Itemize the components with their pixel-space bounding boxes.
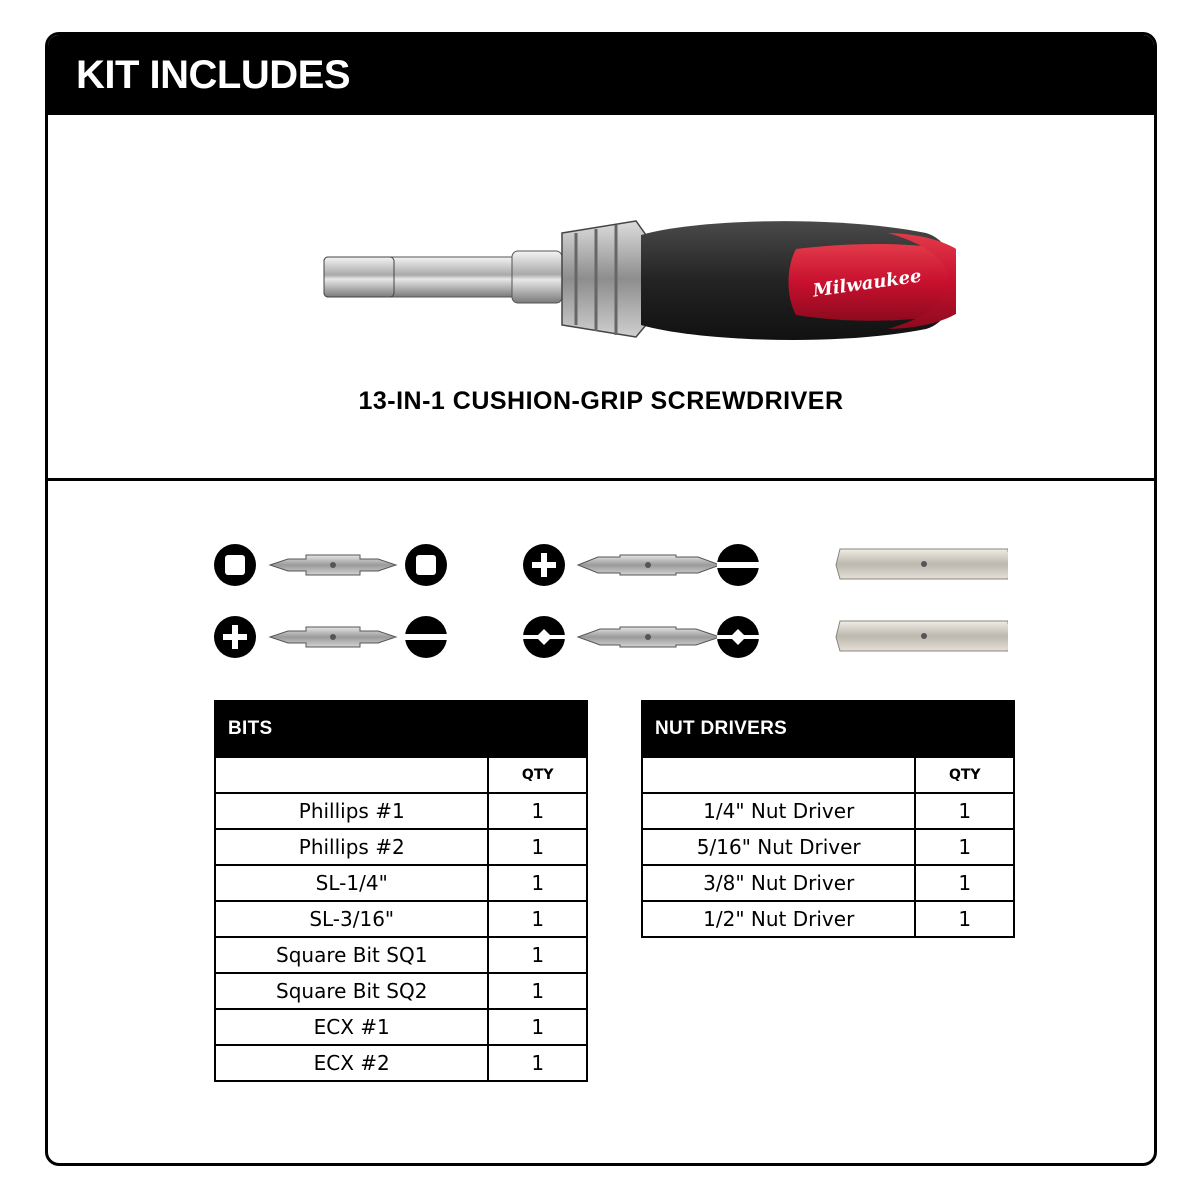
- bit-name: Square Bit SQ1: [215, 937, 488, 973]
- square-tip-icon: [405, 544, 447, 586]
- card-title: KIT INCLUDES: [76, 53, 350, 97]
- bits-table: [214, 700, 588, 1082]
- bits-illustration: [208, 535, 1008, 665]
- hex-nut-bit: [836, 621, 1008, 651]
- bits-name-header: [215, 757, 488, 793]
- table-row: [215, 793, 587, 829]
- table-row: [642, 901, 1014, 937]
- nut-qty: 1: [915, 901, 1014, 937]
- nut-name-header: [642, 757, 915, 793]
- bit-qty: 1: [488, 865, 587, 901]
- card-header: [48, 35, 1154, 115]
- slotted-tip-icon: [717, 544, 759, 586]
- nut-qty-header: QTY: [915, 757, 1014, 793]
- ecx-tip-icon: [523, 616, 565, 658]
- bit-qty: 1: [488, 973, 587, 1009]
- bit-name: ECX #1: [215, 1009, 488, 1045]
- nut-name: 1/2" Nut Driver: [642, 901, 915, 937]
- table-row: [215, 937, 587, 973]
- product-caption: 13-IN-1 CUSHION-GRIP SCREWDRIVER: [358, 387, 844, 415]
- bit-name: Phillips #1: [215, 793, 488, 829]
- bit-name: Square Bit SQ2: [215, 973, 488, 1009]
- table-row: [215, 973, 587, 1009]
- screwdriver-image: [276, 205, 956, 355]
- bit-qty: 1: [488, 1009, 587, 1045]
- table-row: [642, 865, 1014, 901]
- bit-qty: 1: [488, 793, 587, 829]
- nut-table-title: NUT DRIVERS: [642, 701, 1014, 757]
- bits-qty-header: QTY: [488, 757, 587, 793]
- hex-nut-bit: [836, 549, 1008, 579]
- table-row: [215, 901, 587, 937]
- brand-logo: Milwaukee: [811, 265, 923, 302]
- slotted-tip-icon: [405, 616, 447, 658]
- nut-drivers-table: [641, 700, 1015, 938]
- nut-name: 1/4" Nut Driver: [642, 793, 915, 829]
- nut-qty: 1: [915, 829, 1014, 865]
- nut-qty: 1: [915, 793, 1014, 829]
- table-row: [642, 793, 1014, 829]
- table-row: [215, 1009, 587, 1045]
- nut-name: 5/16" Nut Driver: [642, 829, 915, 865]
- phillips-tip-icon: [214, 616, 256, 658]
- bit-qty: 1: [488, 1045, 587, 1081]
- bit-name: ECX #2: [215, 1045, 488, 1081]
- kit-includes-card: [45, 32, 1157, 1166]
- double-bit-phillips-slotted: [578, 555, 720, 575]
- table-row: [215, 829, 587, 865]
- ecx-tip-icon: [717, 616, 759, 658]
- double-bit-square: [270, 555, 396, 575]
- nut-name: 3/8" Nut Driver: [642, 865, 915, 901]
- bit-qty: 1: [488, 829, 587, 865]
- bit-name: SL-1/4": [215, 865, 488, 901]
- section-divider: [48, 478, 1154, 481]
- bit-qty: 1: [488, 937, 587, 973]
- square-tip-icon: [214, 544, 256, 586]
- double-bit-phillips: [270, 627, 396, 647]
- phillips-tip-icon: [523, 544, 565, 586]
- table-row: [215, 1045, 587, 1081]
- double-bit-ecx: [578, 627, 720, 647]
- bit-name: Phillips #2: [215, 829, 488, 865]
- nut-qty: 1: [915, 865, 1014, 901]
- table-row: [642, 829, 1014, 865]
- bit-name: SL-3/16": [215, 901, 488, 937]
- bit-qty: 1: [488, 901, 587, 937]
- table-row: [215, 865, 587, 901]
- bits-table-title: BITS: [215, 701, 587, 757]
